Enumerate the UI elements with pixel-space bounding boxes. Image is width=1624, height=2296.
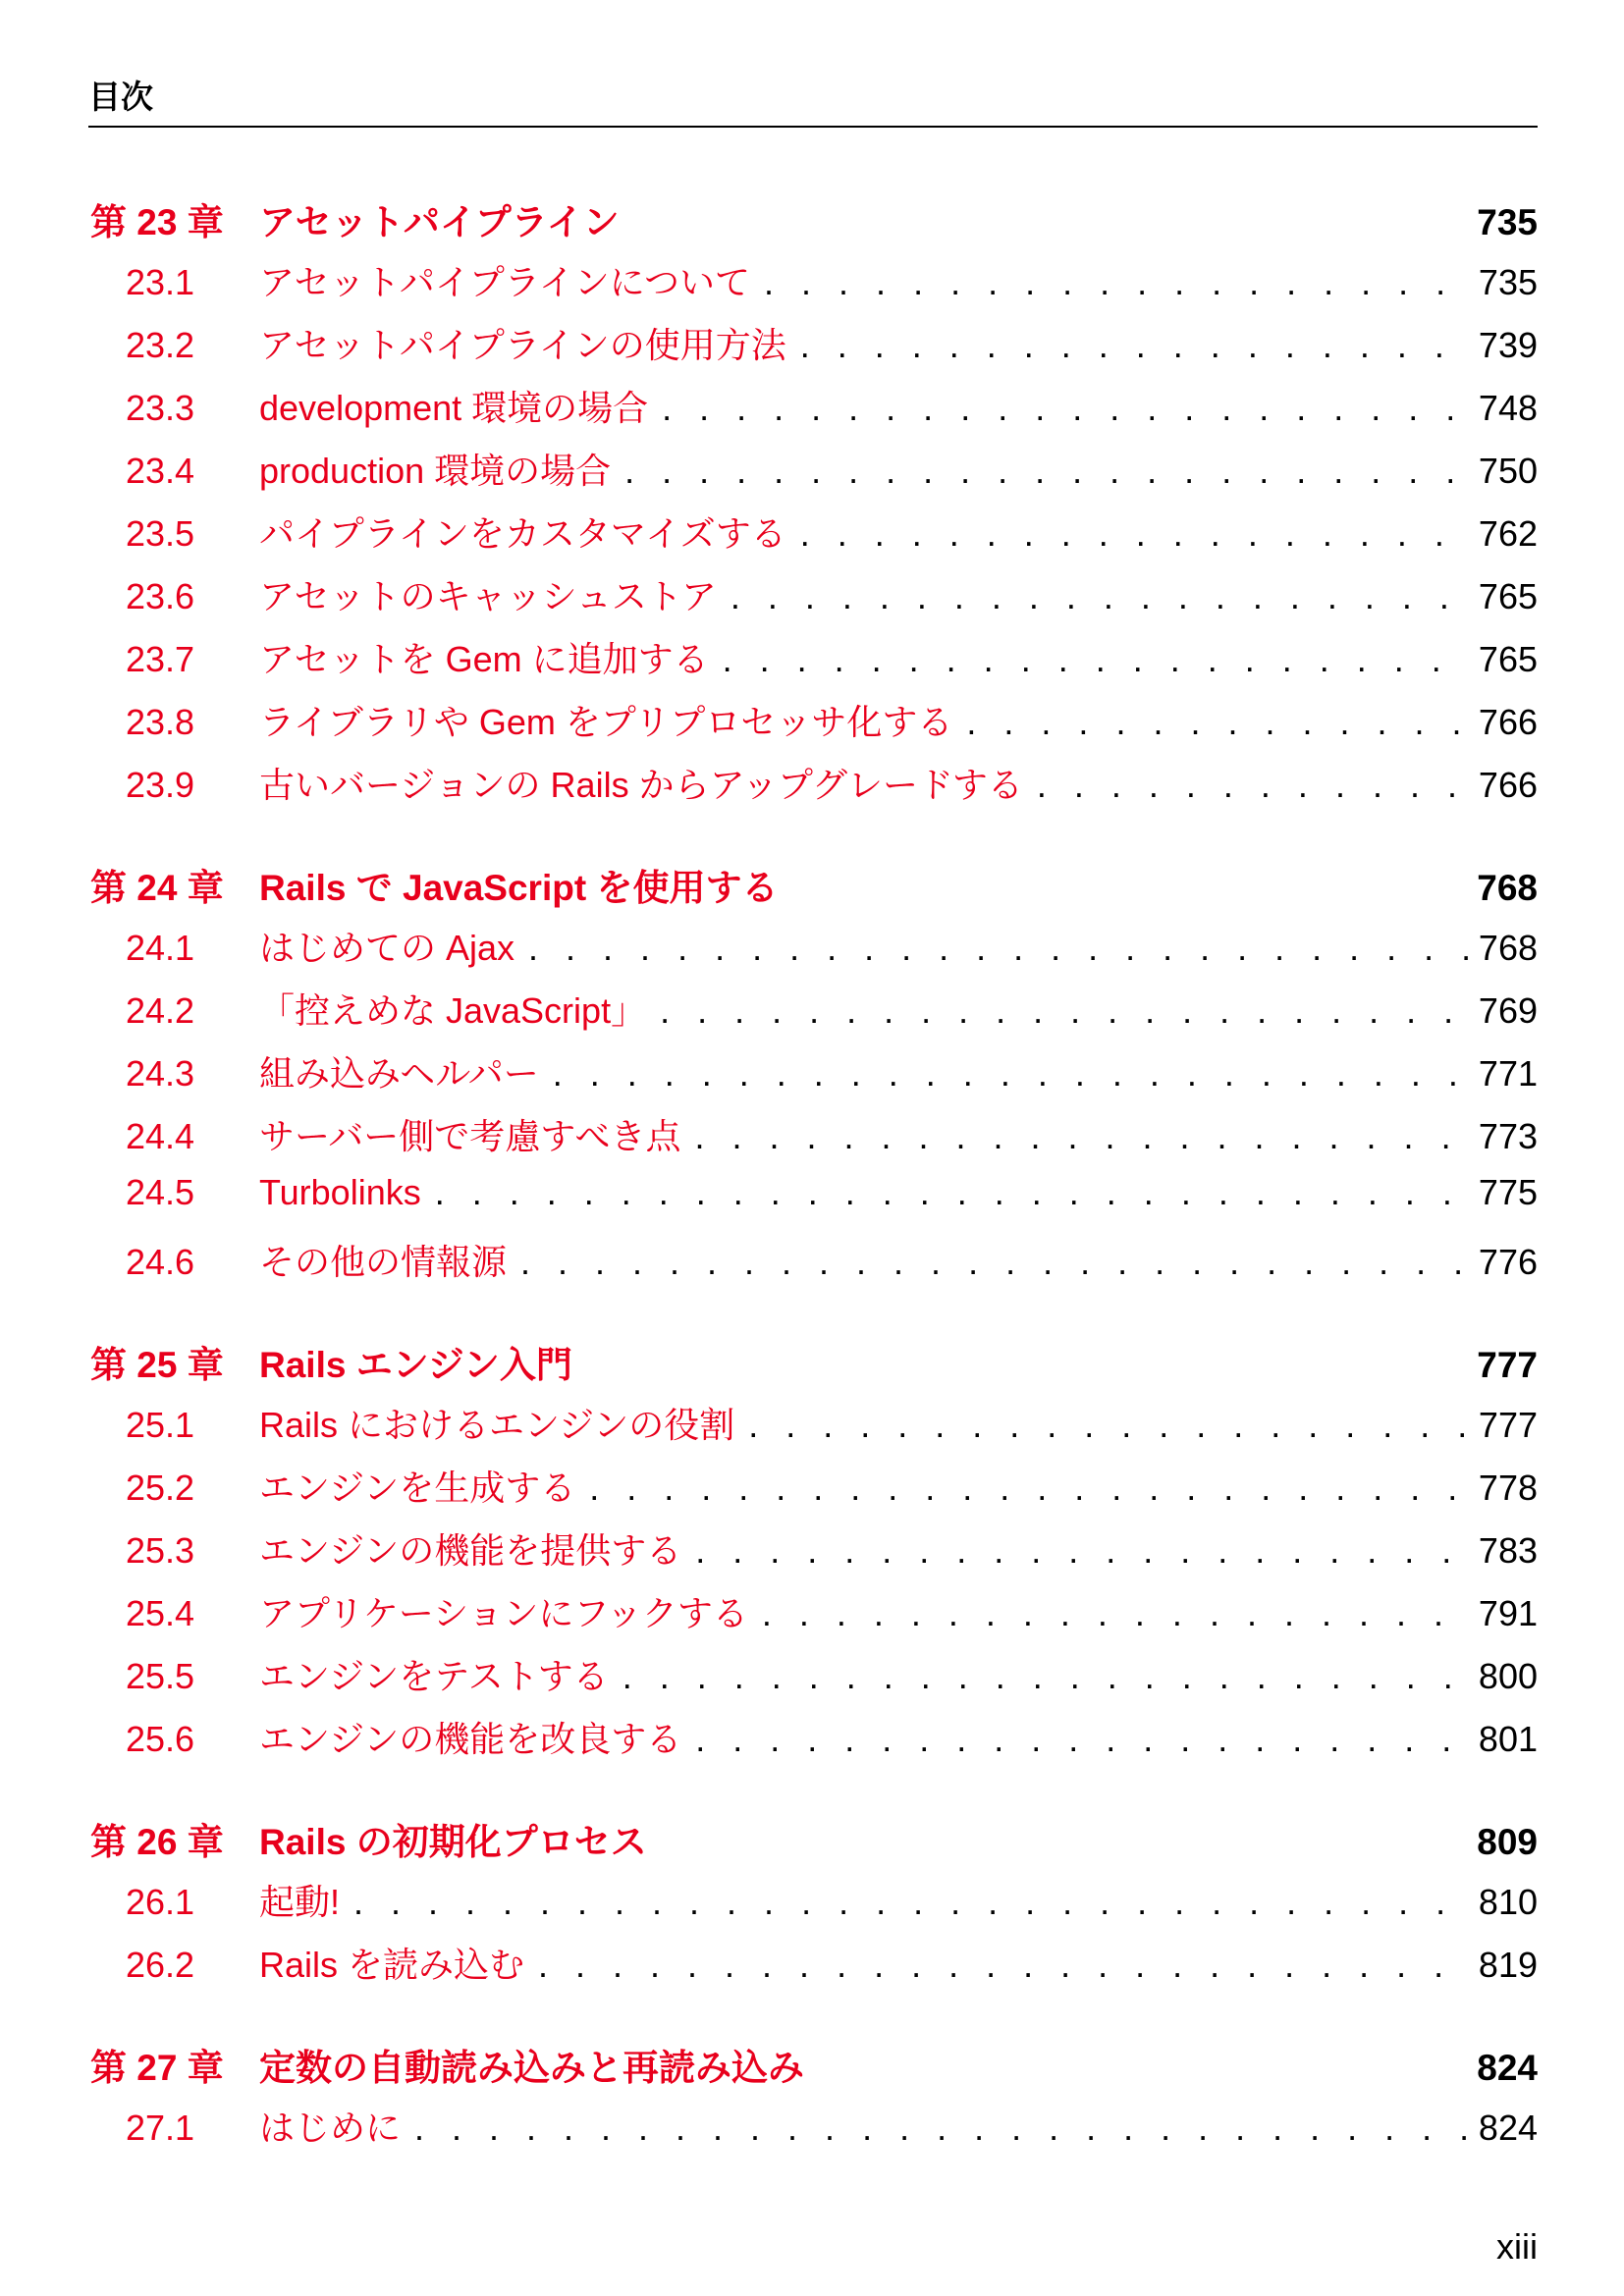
section-page-number: 771: [1478, 1053, 1538, 1094]
section-number-link[interactable]: 25.6: [126, 1719, 195, 1759]
section-number-link[interactable]: 23.2: [126, 325, 195, 365]
section-entry[interactable]: [90, 569, 1538, 632]
toc-chapter: [90, 192, 1538, 821]
section-entry[interactable]: [90, 695, 1538, 758]
section-title-link[interactable]: アセットパイプラインについて: [259, 262, 751, 302]
section-title-link[interactable]: Rails におけるエンジンの役割: [259, 1405, 735, 1445]
section-entry[interactable]: [90, 1398, 1538, 1461]
section-page-number: 776: [1478, 1242, 1538, 1282]
chapter-title-link[interactable]: 定数の自動読み込みと再読み込み: [259, 2048, 804, 2088]
section-entry[interactable]: [90, 1235, 1538, 1298]
section-title-link[interactable]: はじめに: [259, 2108, 402, 2148]
dot-leader: [748, 1405, 1469, 1446]
section-title-link[interactable]: Turbolinks: [259, 1172, 421, 1212]
section-title-link[interactable]: エンジンをテストする: [259, 1656, 609, 1696]
toc-chapter: [90, 1812, 1538, 2001]
dot-leader: [723, 639, 1469, 680]
dot-leader: [762, 1593, 1469, 1634]
section-title-link[interactable]: エンジンの機能を改良する: [259, 1719, 682, 1759]
section-title-link[interactable]: エンジンの機能を提供する: [259, 1530, 682, 1571]
section-number-link[interactable]: 24.5: [126, 1172, 195, 1212]
section-number-link[interactable]: 23.8: [126, 702, 195, 742]
page-number: xiii: [1496, 2226, 1538, 2267]
section-entry[interactable]: [90, 921, 1538, 984]
section-number-link[interactable]: 23.3: [126, 388, 195, 428]
chapter-entry[interactable]: [90, 192, 1538, 255]
section-page-number: 735: [1478, 262, 1538, 302]
dot-leader: [553, 1053, 1469, 1095]
section-entry[interactable]: [90, 1109, 1538, 1172]
section-entry[interactable]: [90, 632, 1538, 695]
chapter-title-link[interactable]: アセットパイプライン: [259, 202, 620, 242]
chapter-page-number: 777: [1477, 1345, 1538, 1385]
table-of-contents: [90, 192, 1538, 2201]
section-entry[interactable]: [90, 2101, 1538, 2163]
section-page-number: 765: [1478, 576, 1538, 616]
section-title-link[interactable]: エンジンを生成する: [259, 1468, 576, 1508]
section-page-number: 778: [1478, 1468, 1538, 1508]
section-entry[interactable]: [90, 1046, 1538, 1109]
section-title-link[interactable]: パイプラインをカスタマイズする: [259, 513, 786, 554]
section-entry[interactable]: [90, 1875, 1538, 1938]
toc-chapter: [90, 2038, 1538, 2163]
chapter-entry[interactable]: [90, 858, 1538, 921]
section-page-number: 800: [1478, 1656, 1538, 1696]
section-number-link[interactable]: 24.4: [126, 1116, 195, 1156]
section-title-link[interactable]: Rails を読み込む: [259, 1945, 525, 1985]
section-title-link[interactable]: はじめての Ajax: [259, 928, 515, 968]
chapter-title-link[interactable]: Rails の初期化プロセス: [259, 1822, 647, 1862]
dot-leader: [1037, 765, 1469, 806]
chapter-number: 第 26 章: [90, 1822, 224, 1862]
section-number-link[interactable]: 23.1: [126, 262, 195, 302]
section-entry[interactable]: [90, 1172, 1538, 1235]
dot-leader: [528, 928, 1469, 969]
section-title-link[interactable]: アプリケーションにフックする: [259, 1593, 748, 1633]
dot-leader: [520, 1242, 1469, 1283]
dot-leader: [538, 1945, 1469, 1986]
section-entry[interactable]: [90, 758, 1538, 821]
section-page-number: 824: [1478, 2108, 1538, 2148]
section-number-link[interactable]: 24.1: [126, 928, 195, 968]
section-number-link[interactable]: 24.2: [126, 990, 195, 1031]
section-entry[interactable]: [90, 984, 1538, 1046]
dot-leader: [589, 1468, 1469, 1509]
section-page-number: 791: [1478, 1593, 1538, 1633]
chapter-number: 第 25 章: [90, 1345, 224, 1385]
chapter-page-number: 768: [1477, 868, 1538, 908]
section-number-link[interactable]: 23.4: [126, 451, 195, 491]
section-entry[interactable]: [90, 1712, 1538, 1775]
dot-leader: [800, 513, 1469, 555]
section-entry[interactable]: [90, 381, 1538, 444]
section-title-link[interactable]: ライブラリや Gem をプリプロセッサ化する: [259, 702, 953, 742]
dot-leader: [695, 1719, 1469, 1760]
section-page-number: 739: [1478, 325, 1538, 365]
section-number-link[interactable]: 23.5: [126, 513, 195, 554]
section-page-number: 766: [1478, 702, 1538, 742]
toc-chapter: [90, 858, 1538, 1298]
section-title-link[interactable]: その他の情報源: [259, 1242, 508, 1282]
section-entry[interactable]: [90, 318, 1538, 381]
section-page-number: 769: [1478, 990, 1538, 1031]
section-title-link[interactable]: 「控えめな JavaScript」: [259, 990, 647, 1031]
section-number-link[interactable]: 26.2: [126, 1945, 195, 1985]
dot-leader: [662, 388, 1469, 429]
section-entry[interactable]: [90, 1461, 1538, 1523]
section-title-link[interactable]: 古いバージョンの Rails からアップグレードする: [259, 765, 1023, 805]
section-entry[interactable]: [90, 255, 1538, 318]
chapter-number: 第 27 章: [90, 2048, 224, 2088]
chapter-entry[interactable]: [90, 2038, 1538, 2101]
section-number-link[interactable]: 25.4: [126, 1593, 195, 1633]
section-entry[interactable]: [90, 444, 1538, 507]
section-page-number: 765: [1478, 639, 1538, 679]
toc-chapter: [90, 1335, 1538, 1775]
section-title-link[interactable]: サーバー側で考慮すべき点: [259, 1116, 681, 1156]
section-title-link[interactable]: 組み込みヘルパー: [259, 1053, 539, 1094]
section-number-link[interactable]: 25.3: [126, 1530, 195, 1571]
section-number-link[interactable]: 24.6: [126, 1242, 195, 1282]
section-number-link[interactable]: 23.7: [126, 639, 195, 679]
section-number-link[interactable]: 25.5: [126, 1656, 195, 1696]
section-page-number: 783: [1478, 1530, 1538, 1571]
chapter-number: 第 23 章: [90, 202, 224, 242]
dot-leader: [694, 1116, 1468, 1157]
chapter-entry[interactable]: [90, 1335, 1538, 1398]
section-page-number: 801: [1478, 1719, 1538, 1759]
section-page-number: 762: [1478, 513, 1538, 554]
dot-leader: [435, 1172, 1469, 1213]
dot-leader: [623, 1656, 1469, 1697]
section-page-number: 775: [1478, 1172, 1538, 1212]
section-entry[interactable]: [90, 1649, 1538, 1712]
section-page-number: 748: [1478, 388, 1538, 428]
page-header: [88, 69, 1538, 128]
chapter-page-number: 809: [1477, 1822, 1538, 1862]
section-number-link[interactable]: 23.6: [126, 576, 195, 616]
dot-leader: [966, 702, 1469, 743]
section-entry[interactable]: [90, 1938, 1538, 2001]
section-page-number: 766: [1478, 765, 1538, 805]
dot-leader: [764, 262, 1469, 303]
dot-leader: [353, 1882, 1469, 1923]
chapter-title-link[interactable]: Rails エンジン入門: [259, 1345, 572, 1385]
section-entry[interactable]: [90, 507, 1538, 569]
section-page-number: 819: [1478, 1945, 1538, 1985]
chapter-entry[interactable]: [90, 1812, 1538, 1875]
section-number-link[interactable]: 25.1: [126, 1405, 195, 1445]
section-number-link[interactable]: 26.1: [126, 1882, 195, 1922]
section-number-link[interactable]: 24.3: [126, 1053, 195, 1094]
section-entry[interactable]: [90, 1586, 1538, 1649]
chapter-number: 第 24 章: [90, 868, 224, 908]
chapter-page-number: 735: [1477, 202, 1538, 242]
dot-leader: [800, 325, 1469, 366]
chapter-page-number: 824: [1477, 2048, 1538, 2088]
dot-leader: [695, 1530, 1469, 1572]
section-number-link[interactable]: 25.2: [126, 1468, 195, 1508]
section-title-link[interactable]: development 環境の場合: [259, 388, 649, 428]
section-entry[interactable]: [90, 1523, 1538, 1586]
section-page-number: 777: [1478, 1405, 1538, 1445]
section-page-number: 773: [1478, 1116, 1538, 1156]
section-title-link[interactable]: アセットパイプラインの使用方法: [259, 325, 786, 365]
page-title: 目次: [88, 79, 153, 115]
section-title-link[interactable]: production 環境の場合: [259, 451, 612, 491]
section-title-link[interactable]: 起動!: [259, 1882, 341, 1922]
section-title-link[interactable]: アセットのキャッシュストア: [259, 576, 717, 616]
section-page-number: 768: [1478, 928, 1538, 968]
dot-leader: [414, 2108, 1469, 2149]
section-title-link[interactable]: アセットを Gem に追加する: [259, 639, 709, 679]
section-page-number: 750: [1478, 451, 1538, 491]
section-page-number: 810: [1478, 1882, 1538, 1922]
section-number-link[interactable]: 27.1: [126, 2108, 195, 2148]
dot-leader: [660, 990, 1469, 1032]
dot-leader: [731, 576, 1469, 617]
section-number-link[interactable]: 23.9: [126, 765, 195, 805]
dot-leader: [624, 451, 1469, 492]
chapter-title-link[interactable]: Rails で JavaScript を使用する: [259, 868, 779, 908]
